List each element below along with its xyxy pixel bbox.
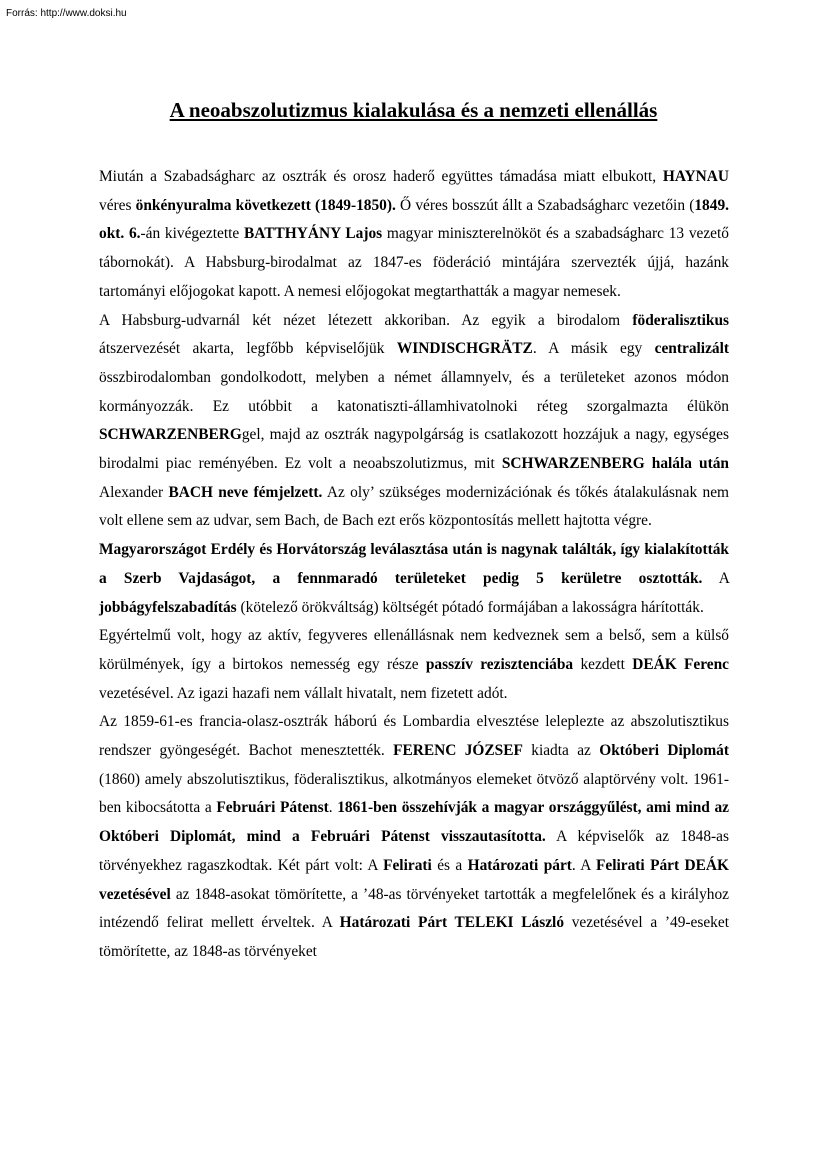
source-note: Forrás: http://www.doksi.hu [6,8,127,19]
text-run: és a [431,856,468,874]
paragraph [99,622,729,708]
bold-text: Határozati párt [467,856,572,874]
text-run: gel, majd az osztrák nagypolgárság is csatlakozott hozzájuk a nagy, egységes birodalmi piac reményében. Ez volt a neoabszolutizmus, mit [99,426,729,473]
bold-text: BACH neve fémjelzett. [168,483,323,501]
text-run: kiadta az [522,742,600,760]
bold-text: passzív rezisztenciába [425,655,574,673]
text-run: vezetésével a ’49-eseket tömörítette, az 1848-as törvényeket [99,914,729,960]
bold-text: Felirati [383,856,432,874]
bold-text: BATTHYÁNY Lajos [244,225,383,243]
bold-text: Magyarországot Erdély és Horvátország leválasztása után is nagynak találták, így kialakították a Szerb Vajdaságot, a fennmaradó területeket pedig 5 kerületre osztották. [99,541,729,587]
bold-text: Februári Pátenst [216,799,329,817]
text-run: A Habsburg-udvarnál két nézet létezett akkoriban. Az egyik a birodalom [99,311,633,329]
bold-text: Októberi Diplomát [599,742,729,760]
bold-text: FERENC JÓZSEF [393,742,523,760]
text-run: véres [99,196,136,214]
bold-text: HAYNAU [662,168,729,185]
bold-text: föderalisztikus [632,311,729,329]
bold-text: DEÁK Ferenc [632,655,729,673]
paragraph [99,163,729,307]
bold-text: SCHWARZENBERG halála után [501,455,729,473]
paragraph [99,536,729,622]
text-run: Egyértelmű volt, hogy az aktív, fegyveres ellenállásnak nem kedveznek sem a belső, sem a külső körülmények, így a birtokos nemesség egy része [99,627,729,673]
paragraph [99,307,729,537]
text-run: vezetésével. Az igazi hazafi nem vállalt hivatalt, nem fizetett adót. [99,684,508,702]
paragraph [99,708,729,966]
bold-text: SCHWARZENBERG [99,426,242,444]
text-run: (kötelező örökváltság) költségét pótadó formájában a lakosságra hárították. [236,598,704,616]
document-body [99,163,729,967]
text-run: Miután a Szabadságharc az osztrák és orosz haderő együttes támadása miatt elbukott, [99,168,663,185]
bold-text: centralizált [654,340,729,358]
text-run: A [702,569,729,587]
text-run: az 1848-asokat tömörítette, a ’48-as törvényeket tartották a megfelelőnek és a királyhoz intézendő felirat mellett érveltek. A [99,885,729,932]
bold-text: Határozati Párt TELEKI László [339,914,565,932]
text-run: Alexander [99,483,169,501]
text-run: (1860) amely abszolutisztikus, föderalisztikus, alkotmányos elemeket ötvöző alaptörvény volt. 1961-ben kibocsátotta a [99,770,729,817]
text-run: kezdett [573,655,633,673]
text-run: Az oly’ szükséges modernizációnak és tőkés átalakulásnak nem volt ellene sem az udvar, sem Bach, de Bach ezt erős központosítás mellett hajtotta végre. [99,483,729,530]
text-run: átszervezését akarta, legfőbb képviselőjük [99,340,397,358]
bold-text: jobbágyfelszabadítás [99,598,237,616]
page-title: A neoabszolutizmus kialakulása és a nemzeti ellenállás [169,98,658,122]
bold-text: 1849. okt. 6. [99,196,729,243]
text-run: Az 1859-61-es francia-olasz-osztrák háború és Lombardia elvesztése leleplezte az abszolutisztikus rendszer gyöngeségét. Bachot menesztették. [99,713,729,760]
bold-text: Felirati Párt DEÁK vezetésével [99,856,729,903]
text-run: -án kivégeztette [140,225,244,243]
text-run: . A másik egy [532,340,655,358]
text-run: magyar miniszterelnököt és a szabadságharc 13 vezető tábornokát). A Habsburg-birodalmat az 1847-es föderáció mintájára szervezték újjá, hazánk tartományi előjogokat kapott. A nemesi előjogokat megtarthatták a magyar nemesek. [99,225,729,300]
bold-text: 1861-ben összehívják a magyar országgyűlést, ami mind az Októberi Diplomát, mind a Februári Pátenst visszautasította. [99,799,729,846]
text-run: Ő véres bosszút állt a Szabadságharc vezetőin ( [395,196,695,214]
text-run: összbirodalomban gondolkodott, melyben a német államnyelv, és a területeket azonos módon kormányozzák. Ez utóbbit a katonatiszti-államhivatolnoki réteg szorgalmazta élükön [99,368,729,415]
text-run: . A [571,856,596,874]
bold-text: önkényuralma következett (1849-1850). [135,196,396,214]
text-run: . [328,799,338,817]
bold-text: WINDISCHGRÄTZ [396,340,533,358]
text-run: A képviselők az 1848-as törvényekhez ragaszkodtak. Két párt volt: A [99,828,729,874]
